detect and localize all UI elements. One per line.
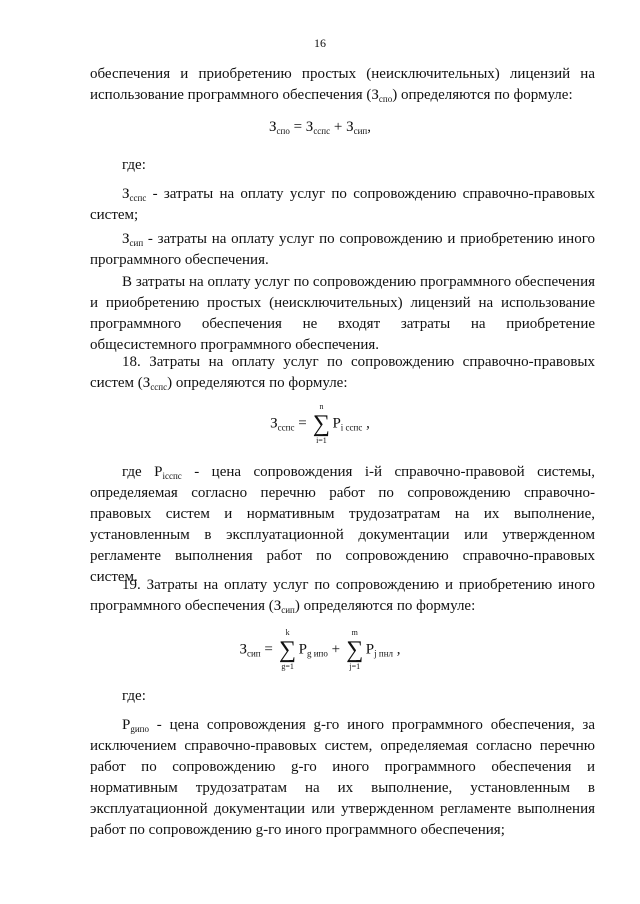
definition-zsspc [90,184,595,226]
formula-punct: , [362,415,370,432]
formula-symbol: З [305,119,314,135]
formula-symbol: З [239,641,247,658]
summation [279,628,297,671]
subscript: g ипо [306,648,328,659]
sigma-sign: ∑ [346,637,364,663]
text: - затраты на оплату услуг по сопровождению и приобретению иного программного обеспечения. [90,231,595,268]
subscript: сип [353,126,368,136]
summation [346,628,364,671]
sum-upper-limit: k [285,628,290,637]
formula-symbol: З [269,119,277,135]
paragraph-price-ipo [90,715,595,841]
text: - цена сопровождения g-го иного программного обеспечения, за исключением справочно-правовых систем, определяемая согласно перечню работ по сопровождению g-го иного программного обеспечения и нормативным трудозатратам на их выполнение, установленным в эксплуатационной документации или утвержденном регламенте выполнения работ по сопровождению g-го иного программного обеспечения; [90,717,595,838]
formula-symbol: P [332,415,341,432]
subscript: сип [246,648,261,659]
text: P [122,717,131,733]
subscript: сспс [313,126,331,136]
text: где P [122,464,163,480]
subscript: сип [281,605,295,615]
formula-symbol: З [270,415,278,432]
subscript: сспс [150,382,168,392]
subscript: спо [276,126,290,136]
formula-symbol: P [365,641,375,658]
text: ) определяются по формуле: [294,598,476,614]
paragraph-price-sps [90,462,595,588]
formula-punct: , [393,641,401,658]
definition-zsip [90,229,595,271]
text-line [90,85,595,106]
text: 19. Затраты на оплату услуг по сопровождению и приобретению иного программного обеспечения (З [90,577,595,614]
text: использование программного обеспечения (З [90,87,379,103]
subscript: iсспс [162,471,182,481]
formula-zspo [0,119,640,136]
subscript: j пнл [374,648,394,659]
subscript: спо [378,94,393,104]
sum-lower-limit: g=1 [281,662,294,671]
sum-lower-limit: i=1 [316,436,327,445]
subscript: сип [129,238,144,248]
formula-zsip [0,628,640,671]
where-label: где: [122,688,146,704]
sigma-sign: ∑ [279,637,297,663]
sigma-sign: ∑ [312,411,330,437]
summation [312,402,330,445]
formula-symbol: P [298,641,307,658]
formula-operator: = [289,119,306,135]
symbol: З [122,186,130,202]
formula-punct: , [367,119,371,135]
text: ) определяются по формуле: [167,375,348,391]
sum-upper-limit: m [351,628,358,637]
formula-symbol: З [346,119,354,135]
text: ) определяются по формуле: [392,87,573,103]
subscript: сспс [277,422,295,433]
paragraph-continuation [90,64,595,106]
sum-lower-limit: j=1 [349,662,361,671]
sum-upper-limit: n [319,402,324,411]
formula-operator: = [294,415,311,432]
formula-zsspc [0,402,640,445]
subscript: сспс [129,193,147,203]
text: - затраты на оплату услуг по сопровождению справочно-правовых систем; [90,186,595,223]
subscript: gипо [130,724,149,734]
paragraph-19 [90,575,595,617]
paragraph-18 [90,352,595,394]
text: - цена сопровождения i-й справочно-правовой системы, определяемая согласно перечню работ по сопровождению справочно-правовых систем и нормативным трудозатратам на их выполнение, установленным в эксплуатационной документации или утвержденном регламенте выполнения работ по сопровождению справочно-правовых систем. [90,464,595,585]
text: 18. Затраты на оплату услуг по сопровождению справочно-правовых систем (З [90,354,595,391]
formula-operator: + [327,641,344,658]
formula-operator: = [260,641,277,658]
paragraph-exclusion: В затраты на оплату услуг по сопровождению программного обеспечения и приобретению простых (неисключительных) лицензий на использование программного обеспечения не входят затраты на приобретение общесистемного программного обеспечения. [90,274,595,353]
text-line: обеспечения и приобретению простых (неисключительных) лицензий на [90,66,595,82]
where-label: где: [122,157,146,173]
formula-operator: + [330,119,347,135]
symbol: З [122,231,130,247]
page-number: 16 [314,36,326,50]
subscript: i сспс [340,422,363,433]
